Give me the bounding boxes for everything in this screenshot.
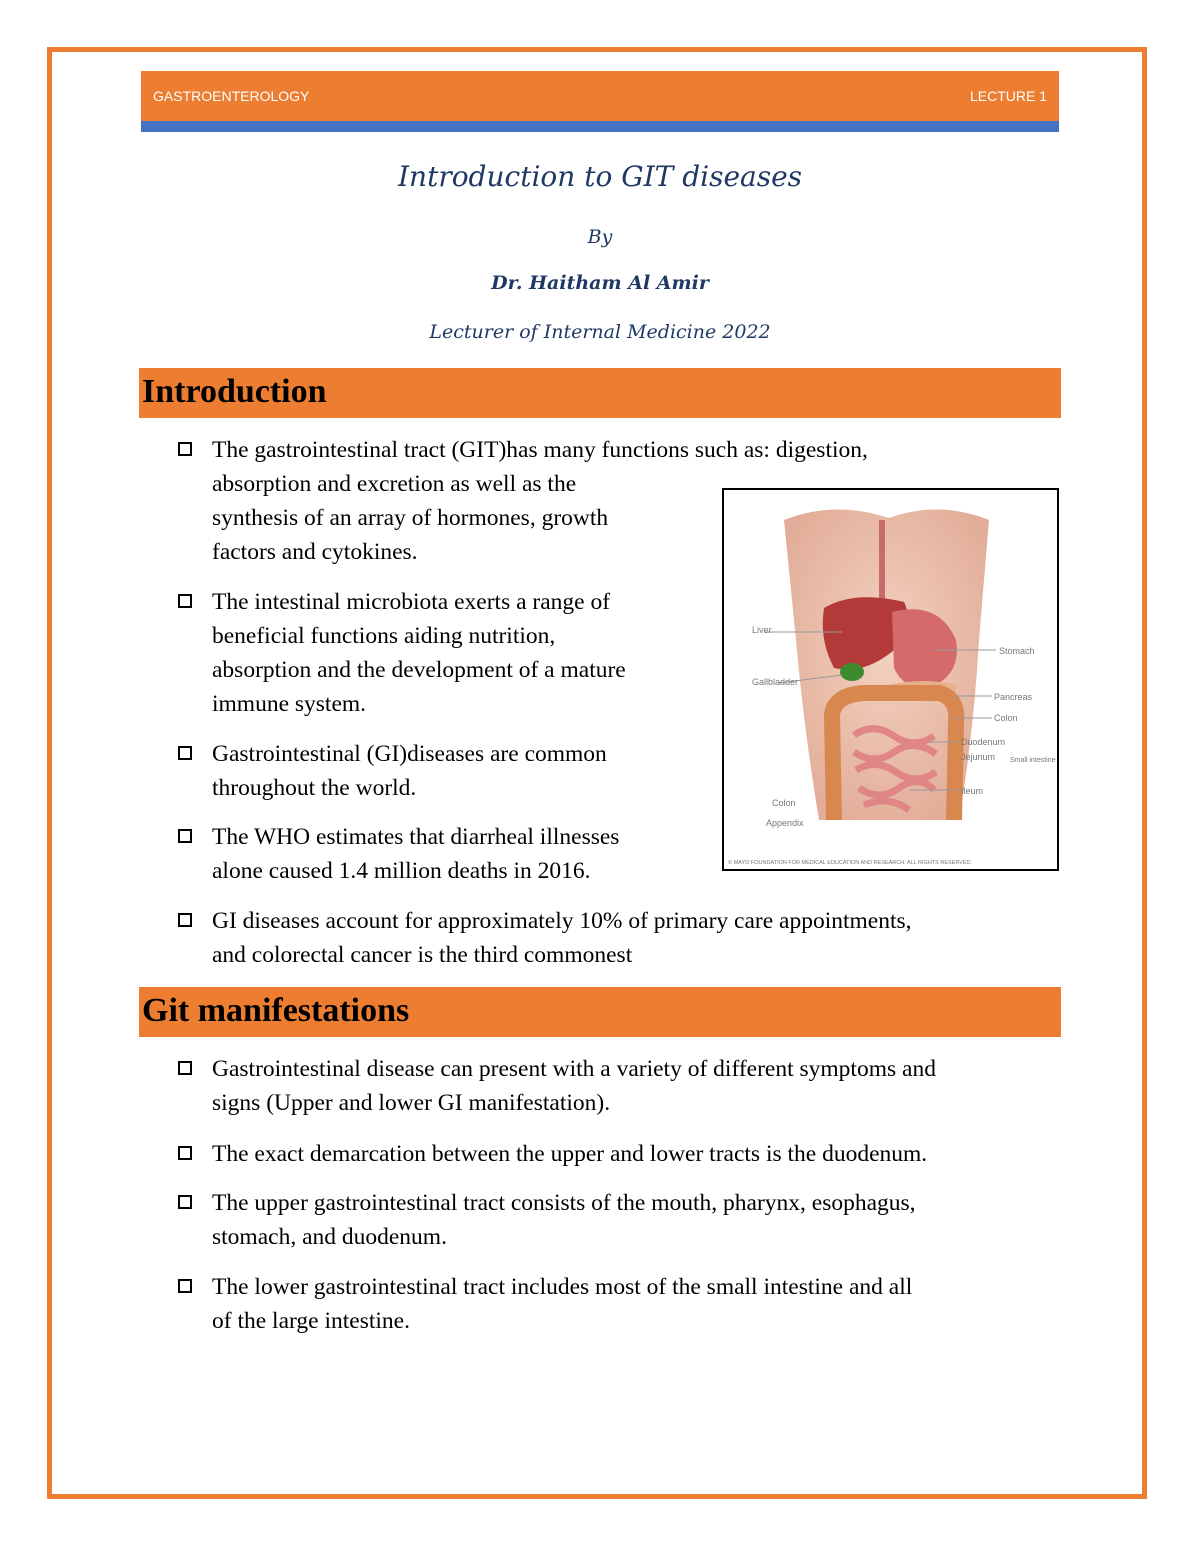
- document-title: Introduction to GIT diseases: [397, 160, 803, 193]
- checkbox-bullet-icon: [178, 829, 192, 843]
- gallbladder-shape: [840, 663, 864, 681]
- checkbox-bullet-icon: [178, 1061, 192, 1075]
- header-underline: [141, 121, 1059, 132]
- label-jejunum: Jejunum: [961, 752, 996, 762]
- bullet-text: immune system.: [212, 691, 367, 717]
- by-line: By: [587, 226, 613, 248]
- checkbox-bullet-icon: [178, 1279, 192, 1293]
- label-appendix: Appendix: [766, 818, 804, 828]
- bullet-text: The lower gastrointestinal tract includes most of the small intestine and all: [212, 1274, 913, 1300]
- bullet-text: absorption and excretion as well as the: [212, 471, 577, 497]
- label-stomach: Stomach: [999, 646, 1035, 656]
- label-ileum: Ileum: [961, 786, 984, 796]
- header-subject: GASTROENTEROLOGY: [153, 88, 310, 104]
- bullet-item: [178, 1137, 927, 1171]
- label-colon-right: Colon: [994, 713, 1018, 723]
- bullet-text: The upper gastrointestinal tract consists of the mouth, pharynx, esophagus,: [212, 1190, 916, 1216]
- bullet-item: [178, 1186, 916, 1254]
- label-small-intestine: Small intestine: [1010, 757, 1056, 764]
- label-duodenum: Duodenum: [961, 737, 1006, 747]
- header-lecture: LECTURE 1: [969, 88, 1047, 104]
- section-heading-introduction: [139, 368, 1061, 418]
- bullet-text: The exact demarcation between the upper and lower tracts is the duodenum.: [212, 1141, 928, 1167]
- digestive-anatomy-illustration: [724, 490, 1057, 869]
- checkbox-bullet-icon: [178, 913, 192, 927]
- bullet-item: [178, 1270, 912, 1338]
- author-role: Lecturer of Internal Medicine 2022: [429, 321, 771, 343]
- checkbox-bullet-icon: [178, 1195, 192, 1209]
- bullet-text: The WHO estimates that diarrheal illnesses: [212, 824, 620, 850]
- bullet-text: factors and cytokines.: [212, 539, 418, 565]
- bullet-item: [178, 1052, 936, 1120]
- bullet-text: Gastrointestinal (GI)diseases are common: [212, 741, 607, 767]
- label-pancreas: Pancreas: [994, 692, 1033, 702]
- label-liver: Liver: [752, 625, 772, 635]
- bullet-text: GI diseases account for approximately 10% of primary care appointments,: [212, 908, 912, 934]
- bullet-text: The intestinal microbiota exerts a range of: [212, 589, 611, 615]
- checkbox-bullet-icon: [178, 746, 192, 760]
- header-bar: [141, 71, 1059, 121]
- bullet-item: [178, 820, 619, 888]
- author-name: Dr. Haitham Al Amir: [491, 272, 709, 294]
- bullet-item: [178, 585, 626, 721]
- bullet-text: synthesis of an array of hormones, growth: [212, 505, 609, 531]
- label-gallbladder: Gallbladder: [752, 677, 799, 687]
- bullet-text: of the large intestine.: [212, 1308, 410, 1334]
- section-heading-text: Introduction: [142, 373, 327, 410]
- bullet-text: Gastrointestinal disease can present with a variety of different symptoms and: [212, 1056, 936, 1082]
- bullet-text: absorption and the development of a mature: [212, 657, 626, 683]
- checkbox-bullet-icon: [178, 594, 192, 608]
- bullet-text: alone caused 1.4 million deaths in 2016.: [212, 858, 591, 884]
- bullet-item: [178, 904, 912, 972]
- bullet-item: [178, 737, 607, 805]
- figure-copyright: © MAYO FOUNDATION FOR MEDICAL EDUCATION AND RESEARCH. ALL RIGHTS RESERVED.: [728, 860, 973, 866]
- digestive-system-figure: [722, 488, 1059, 871]
- bullet-text: and colorectal cancer is the third commonest: [212, 942, 633, 968]
- bullet-text: beneficial functions aiding nutrition,: [212, 623, 556, 649]
- bullet-text: The gastrointestinal tract (GIT)has many functions such as: digestion,: [212, 437, 868, 463]
- bullet-text: throughout the world.: [212, 775, 417, 801]
- bullet-text: stomach, and duodenum.: [212, 1224, 447, 1250]
- bullet-text: signs (Upper and lower GI manifestation).: [212, 1090, 611, 1116]
- label-colon-left: Colon: [772, 798, 796, 808]
- section-heading-text: Git manifestations: [142, 992, 410, 1029]
- section-heading-git-manifestations: [139, 987, 1061, 1037]
- checkbox-bullet-icon: [178, 1146, 192, 1160]
- checkbox-bullet-icon: [178, 442, 192, 456]
